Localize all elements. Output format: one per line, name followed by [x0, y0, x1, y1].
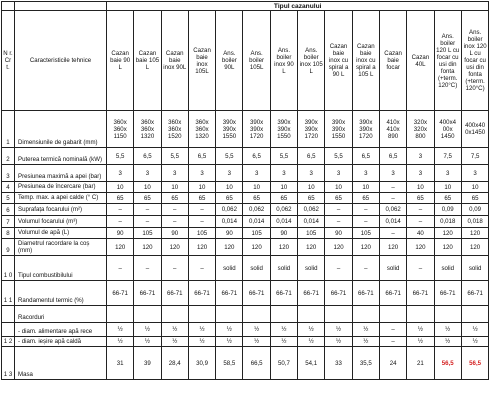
value-cell: –: [188, 256, 215, 281]
value-cell: 410x 410x 890: [379, 111, 406, 148]
row-label: Puterea termică nominală (kW): [15, 148, 107, 165]
value-cell: ½: [325, 323, 352, 337]
row-label: - diam. alimentare apă rece: [15, 323, 107, 337]
value-cell: solid: [461, 256, 489, 281]
value-cell: 66-71: [188, 281, 215, 306]
value-cell: 65: [325, 193, 352, 204]
boiler-type-header: Ans. boiler 90L: [216, 11, 243, 111]
value-cell: ½: [134, 323, 161, 337]
value-cell: 0,062: [379, 204, 406, 216]
value-cell: –: [161, 256, 188, 281]
value-cell: 3: [352, 165, 379, 182]
value-cell: 0,062: [298, 204, 325, 216]
value-cell: ½: [407, 337, 434, 347]
value-cell: 0,09: [434, 204, 461, 216]
value-cell: 65: [161, 193, 188, 204]
value-cell: 21: [407, 347, 434, 380]
value-cell: ½: [243, 323, 270, 337]
value-cell: 390x 390x 1550: [270, 111, 297, 148]
value-cell: –: [161, 216, 188, 228]
value-cell: 120: [434, 228, 461, 239]
value-cell: 0,014: [298, 216, 325, 228]
characteristics-header: Caracteristicile tehnice: [15, 11, 107, 111]
value-cell: 360x 360x 1320: [188, 111, 215, 148]
value-cell: –: [134, 256, 161, 281]
value-cell: 120: [188, 239, 215, 256]
value-cell: 6,5: [188, 148, 215, 165]
value-cell: 90: [270, 228, 297, 239]
value-cell: 120: [216, 239, 243, 256]
value-cell: 3: [134, 165, 161, 182]
value-cell: 66-71: [270, 281, 297, 306]
value-cell: 10: [216, 182, 243, 193]
table-row: [2, 323, 489, 337]
value-cell: [243, 306, 270, 323]
value-cell: [325, 306, 352, 323]
value-cell: –: [134, 204, 161, 216]
row-number: 8: [2, 228, 15, 239]
value-cell: 360x 360x 1150: [107, 111, 134, 148]
value-cell: 66-71: [379, 281, 406, 306]
value-cell: –: [407, 216, 434, 228]
value-cell: 50,7: [270, 347, 297, 380]
value-cell: –: [161, 204, 188, 216]
value-cell: ½: [188, 337, 215, 347]
boiler-type-header: Cazan baie inox 90L: [161, 11, 188, 111]
value-cell: 0,062: [243, 204, 270, 216]
value-cell: ½: [298, 323, 325, 337]
value-cell: 120: [434, 239, 461, 256]
row-label: Diametrul racordare la coș (mm): [15, 239, 107, 256]
value-cell: 40: [407, 228, 434, 239]
value-cell: 10: [107, 182, 134, 193]
row-number: 1 2: [2, 337, 15, 347]
value-cell: 65: [352, 193, 379, 204]
value-cell: ½: [434, 323, 461, 337]
value-cell: 33: [325, 347, 352, 380]
value-cell: solid: [298, 256, 325, 281]
value-cell: –: [379, 337, 406, 347]
value-cell: 3: [298, 165, 325, 182]
value-cell: 66,5: [243, 347, 270, 380]
table-row: [2, 306, 489, 323]
value-cell: 66-71: [107, 281, 134, 306]
value-cell: 5,5: [107, 148, 134, 165]
value-cell: 105: [134, 228, 161, 239]
value-cell: 35,5: [352, 347, 379, 380]
value-cell: ½: [325, 337, 352, 347]
value-cell: 3: [270, 165, 297, 182]
row-label: - diam. ieșire apă caldă: [15, 337, 107, 347]
value-cell: 120: [270, 239, 297, 256]
table-row: [2, 165, 489, 182]
value-cell: 66-71: [216, 281, 243, 306]
value-cell: ½: [407, 323, 434, 337]
value-cell: –: [379, 193, 406, 204]
value-cell: 90: [107, 228, 134, 239]
value-cell: ½: [216, 337, 243, 347]
value-cell: ½: [107, 337, 134, 347]
value-cell: 3: [407, 165, 434, 182]
value-cell: 105: [243, 228, 270, 239]
value-cell: 7,5: [434, 148, 461, 165]
value-cell: ½: [270, 337, 297, 347]
table-row: [2, 256, 489, 281]
row-label: Suprafața focarului (m²): [15, 204, 107, 216]
column-header-row: [2, 11, 489, 111]
value-cell: solid: [379, 256, 406, 281]
value-cell: 90: [216, 228, 243, 239]
value-cell: 6,5: [352, 148, 379, 165]
value-cell: –: [352, 204, 379, 216]
value-cell: ½: [461, 337, 489, 347]
value-cell: –: [352, 216, 379, 228]
value-cell: 10: [270, 182, 297, 193]
value-cell: 5,5: [161, 148, 188, 165]
value-cell: –: [379, 228, 406, 239]
value-cell: –: [325, 256, 352, 281]
boiler-type-header: Cazan baie inox 105L: [188, 11, 215, 111]
value-cell: 10: [407, 182, 434, 193]
value-cell: –: [407, 204, 434, 216]
value-cell: 65: [107, 193, 134, 204]
boiler-type-header: Cazan baie 105 L: [134, 11, 161, 111]
value-cell: 66-71: [434, 281, 461, 306]
value-cell: ½: [188, 323, 215, 337]
value-cell: [379, 306, 406, 323]
value-cell: 0,09: [461, 204, 489, 216]
value-cell: solid: [434, 256, 461, 281]
value-cell: ½: [352, 323, 379, 337]
value-cell: [134, 306, 161, 323]
value-cell: 66-71: [407, 281, 434, 306]
value-cell: 10: [298, 182, 325, 193]
boiler-type-header: Cazan baie inox cu spiral a 105 L: [352, 11, 379, 111]
value-cell: 30,9: [188, 347, 215, 380]
row-number: 1 1: [2, 281, 15, 306]
value-cell: [188, 306, 215, 323]
value-cell: –: [352, 256, 379, 281]
value-cell: 120: [134, 239, 161, 256]
value-cell: 5,5: [270, 148, 297, 165]
value-cell: solid: [270, 256, 297, 281]
value-cell: ½: [298, 337, 325, 347]
value-cell: 0,014: [243, 216, 270, 228]
value-cell: ½: [107, 323, 134, 337]
row-number: 1: [2, 111, 15, 148]
value-cell: 10: [134, 182, 161, 193]
value-cell: 65: [461, 193, 489, 204]
boiler-type-header: Ans. boiler inox 90 L: [270, 11, 297, 111]
value-cell: 390x 390x 1720: [243, 111, 270, 148]
value-cell: –: [107, 256, 134, 281]
value-cell: 65: [243, 193, 270, 204]
value-cell: 5,5: [325, 148, 352, 165]
value-cell: 3: [216, 165, 243, 182]
value-cell: ½: [434, 337, 461, 347]
value-cell: 0,018: [434, 216, 461, 228]
value-cell: ½: [216, 323, 243, 337]
value-cell: 58,5: [216, 347, 243, 380]
value-cell: 7,5: [461, 148, 489, 165]
value-cell: 3: [107, 165, 134, 182]
value-cell: 3: [379, 165, 406, 182]
nr-header: N r. Cr t.: [2, 11, 15, 111]
value-cell: 3: [407, 148, 434, 165]
value-cell: [407, 306, 434, 323]
row-label: Racorduri: [15, 306, 107, 323]
row-label: Volumul de apă (L): [15, 228, 107, 239]
row-number: 7: [2, 216, 15, 228]
value-cell: 390x 390x 1720: [298, 111, 325, 148]
value-cell: –: [325, 204, 352, 216]
table-row: [2, 204, 489, 216]
value-cell: [161, 306, 188, 323]
value-cell: 400x40 0x1450: [461, 111, 489, 148]
value-cell: –: [188, 216, 215, 228]
row-number: [2, 323, 15, 337]
value-cell: –: [379, 323, 406, 337]
value-cell: 65: [134, 193, 161, 204]
value-cell: 6,5: [298, 148, 325, 165]
value-cell: 66-71: [161, 281, 188, 306]
value-cell: [461, 306, 489, 323]
table-title: Tipul cazanului: [107, 2, 489, 11]
value-cell: 6,5: [134, 148, 161, 165]
value-cell: 66-71: [461, 281, 489, 306]
value-cell: 5,5: [216, 148, 243, 165]
value-cell: 0,014: [216, 216, 243, 228]
value-cell: ½: [461, 323, 489, 337]
row-number: 1 0: [2, 256, 15, 281]
value-cell: 28,4: [161, 347, 188, 380]
value-cell: 120: [107, 239, 134, 256]
table-row: [2, 193, 489, 204]
value-cell: 66-71: [298, 281, 325, 306]
value-cell: 10: [434, 182, 461, 193]
boiler-type-header: Ans. boiler inox 120 L cu focar cu usi din fonta (+term. 120°C): [461, 11, 489, 111]
value-cell: 56,5: [461, 347, 489, 380]
boiler-type-header: Cazan baie 90 L: [107, 11, 134, 111]
value-cell: 90: [161, 228, 188, 239]
value-cell: –: [407, 256, 434, 281]
row-number: 9: [2, 239, 15, 256]
value-cell: 390x 390x 1720: [352, 111, 379, 148]
value-cell: [298, 306, 325, 323]
row-label: Presiunea de încercare (bar): [15, 182, 107, 193]
value-cell: 3: [325, 165, 352, 182]
value-cell: 120: [352, 239, 379, 256]
value-cell: 360x 360x 1320: [134, 111, 161, 148]
value-cell: 54,1: [298, 347, 325, 380]
value-cell: 3: [434, 165, 461, 182]
row-number: 3: [2, 165, 15, 182]
value-cell: 10: [461, 182, 489, 193]
value-cell: 10: [161, 182, 188, 193]
value-cell: 0,014: [379, 216, 406, 228]
value-cell: 31: [107, 347, 134, 380]
table-row: [2, 148, 489, 165]
value-cell: [352, 306, 379, 323]
value-cell: [216, 306, 243, 323]
value-cell: ½: [352, 337, 379, 347]
value-cell: 65: [434, 193, 461, 204]
table-row: [2, 228, 489, 239]
value-cell: 390x 390x 1550: [325, 111, 352, 148]
value-cell: ½: [243, 337, 270, 347]
row-label: Dimensiunile de gabarit (mm): [15, 111, 107, 148]
value-cell: 10: [352, 182, 379, 193]
value-cell: 0,062: [216, 204, 243, 216]
value-cell: 10: [325, 182, 352, 193]
value-cell: 65: [298, 193, 325, 204]
row-number: 1 3: [2, 347, 15, 380]
value-cell: 65: [270, 193, 297, 204]
value-cell: 3: [188, 165, 215, 182]
value-cell: 120: [461, 228, 489, 239]
value-cell: 120: [298, 239, 325, 256]
row-number: 2: [2, 148, 15, 165]
value-cell: –: [107, 204, 134, 216]
value-cell: solid: [216, 256, 243, 281]
table-row: [2, 182, 489, 193]
value-cell: 65: [216, 193, 243, 204]
value-cell: ½: [270, 323, 297, 337]
value-cell: [270, 306, 297, 323]
value-cell: ½: [161, 337, 188, 347]
value-cell: 105: [298, 228, 325, 239]
value-cell: 0,014: [270, 216, 297, 228]
value-cell: –: [107, 216, 134, 228]
row-label: Masa: [15, 347, 107, 380]
value-cell: ½: [161, 323, 188, 337]
value-cell: 3: [161, 165, 188, 182]
value-cell: 90: [325, 228, 352, 239]
row-label: Volumul focarului (m³): [15, 216, 107, 228]
row-label: Randamentul termic (%): [15, 281, 107, 306]
value-cell: 120: [161, 239, 188, 256]
row-number: [2, 306, 15, 323]
value-cell: 56,5: [434, 347, 461, 380]
row-number: 6: [2, 204, 15, 216]
value-cell: 120: [379, 239, 406, 256]
value-cell: [434, 306, 461, 323]
value-cell: 66-71: [352, 281, 379, 306]
boiler-spec-table: [1, 1, 489, 380]
boiler-type-header: Ans. boiler 105L: [243, 11, 270, 111]
value-cell: solid: [243, 256, 270, 281]
value-cell: 120: [461, 239, 489, 256]
table-row: [2, 347, 489, 380]
value-cell: 360x 360x 1520: [161, 111, 188, 148]
row-label: Presiunea maximă a apei (bar): [15, 165, 107, 182]
row-number: 5: [2, 193, 15, 204]
table-header: [2, 2, 489, 111]
row-label: Tipul combustibilului: [15, 256, 107, 281]
table-row: [2, 239, 489, 256]
table-row: [2, 337, 489, 347]
value-cell: 400x4 00x 1450: [434, 111, 461, 148]
value-cell: 6,5: [243, 148, 270, 165]
value-cell: 0,062: [270, 204, 297, 216]
value-cell: 320x 320x 800: [407, 111, 434, 148]
value-cell: 390x 390x 1550: [216, 111, 243, 148]
value-cell: 120: [243, 239, 270, 256]
value-cell: 3: [243, 165, 270, 182]
title-row: [2, 2, 489, 11]
value-cell: –: [379, 182, 406, 193]
value-cell: 65: [188, 193, 215, 204]
boiler-type-header: Cazan 40L: [407, 11, 434, 111]
value-cell: 6,5: [379, 148, 406, 165]
boiler-type-header: Ans. boiler 120 L cu focar cu usi din fonta (+term. 120°C): [434, 11, 461, 111]
table-row: [2, 281, 489, 306]
value-cell: –: [134, 216, 161, 228]
value-cell: 24: [379, 347, 406, 380]
table-row: [2, 111, 489, 148]
value-cell: 65: [407, 193, 434, 204]
value-cell: 120: [325, 239, 352, 256]
value-cell: 10: [188, 182, 215, 193]
row-number: 4: [2, 182, 15, 193]
value-cell: 66-71: [134, 281, 161, 306]
value-cell: 0,018: [461, 216, 489, 228]
boiler-type-header: Cazan baie inox cu spiral a 90 L: [325, 11, 352, 111]
value-cell: 105: [188, 228, 215, 239]
value-cell: 105: [352, 228, 379, 239]
value-cell: ½: [134, 337, 161, 347]
table-body: [2, 111, 489, 380]
value-cell: [107, 306, 134, 323]
table-row: [2, 216, 489, 228]
row-label: Temp. max. a apei calde (° C): [15, 193, 107, 204]
value-cell: 66-71: [243, 281, 270, 306]
boiler-type-header: Ans. boiler inox 105 L: [298, 11, 325, 111]
value-cell: 66-71: [325, 281, 352, 306]
value-cell: 120: [407, 239, 434, 256]
value-cell: 3: [461, 165, 489, 182]
value-cell: 10: [243, 182, 270, 193]
value-cell: –: [325, 216, 352, 228]
value-cell: 39: [134, 347, 161, 380]
value-cell: –: [188, 204, 215, 216]
boiler-type-header: Cazan baie focar: [379, 11, 406, 111]
